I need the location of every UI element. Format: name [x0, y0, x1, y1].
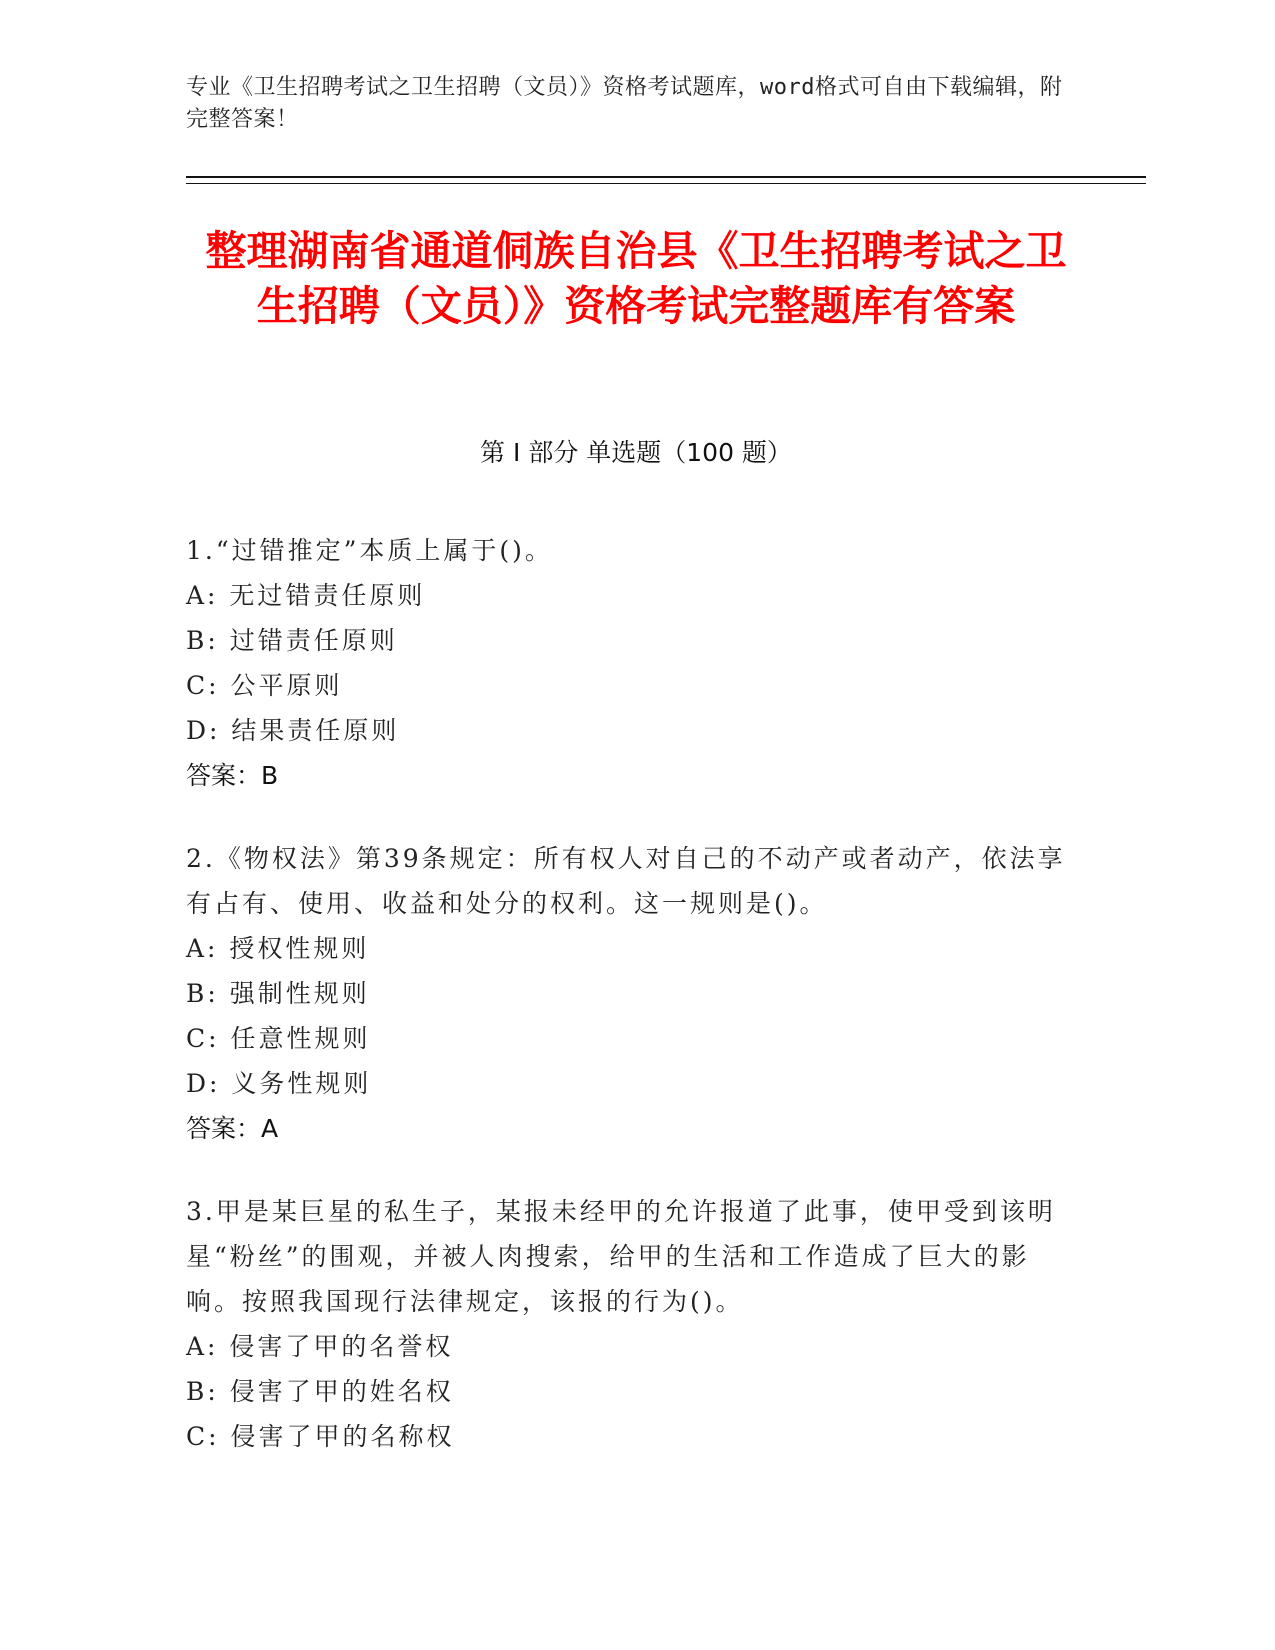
question-list — [186, 528, 1066, 1497]
option-b: B: 过错责任原则 — [186, 626, 398, 655]
option-d: D: 义务性规则 — [186, 1069, 372, 1098]
header-divider-thin — [186, 183, 1146, 184]
option-c: C: 侵害了甲的名称权 — [186, 1422, 455, 1451]
answer-line: 答案：A — [186, 1114, 279, 1143]
option-a: A: 授权性规则 — [186, 934, 370, 963]
question-stem: 2.《物权法》第39条规定：所有权人对自己的不动产或者动产，依法享有占有、使用、收益和处分的权利。这一规则是()。 — [186, 844, 1066, 918]
question-stem: 1.“过错推定”本质上属于()。 — [186, 536, 553, 565]
header-divider-thick — [186, 176, 1146, 178]
answer-line: 答案：B — [186, 761, 279, 790]
section-heading: 第 I 部分 单选题（100 题） — [480, 438, 792, 467]
question-stem: 3.甲是某巨星的私生子，某报未经甲的允许报道了此事，使甲受到该明星“粉丝”的围观，并被人肉搜索，给甲的生活和工作造成了巨大的影响。按照我国现行法律规定，该报的行为()。 — [186, 1197, 1056, 1316]
option-b: B: 侵害了甲的姓名权 — [186, 1377, 454, 1406]
question-3 — [186, 1189, 1066, 1459]
question-1 — [186, 528, 1066, 798]
option-c: C: 公平原则 — [186, 671, 343, 700]
option-b: B: 强制性规则 — [186, 979, 370, 1008]
document-title: 整理湖南省通道侗族自治县《卫生招聘考试之卫生招聘（文员）》资格考试完整题库有答案 — [205, 227, 1067, 330]
option-d: D: 结果责任原则 — [186, 716, 400, 745]
question-2 — [186, 836, 1066, 1151]
option-a: A: 侵害了甲的名誉权 — [186, 1332, 454, 1361]
header-note: 专业《卫生招聘考试之卫生招聘（文员）》资格考试题库，word格式可自由下载编辑，附完整答案！ — [186, 75, 1063, 132]
option-c: C: 任意性规则 — [186, 1024, 371, 1053]
option-a: A: 无过错责任原则 — [186, 581, 426, 610]
